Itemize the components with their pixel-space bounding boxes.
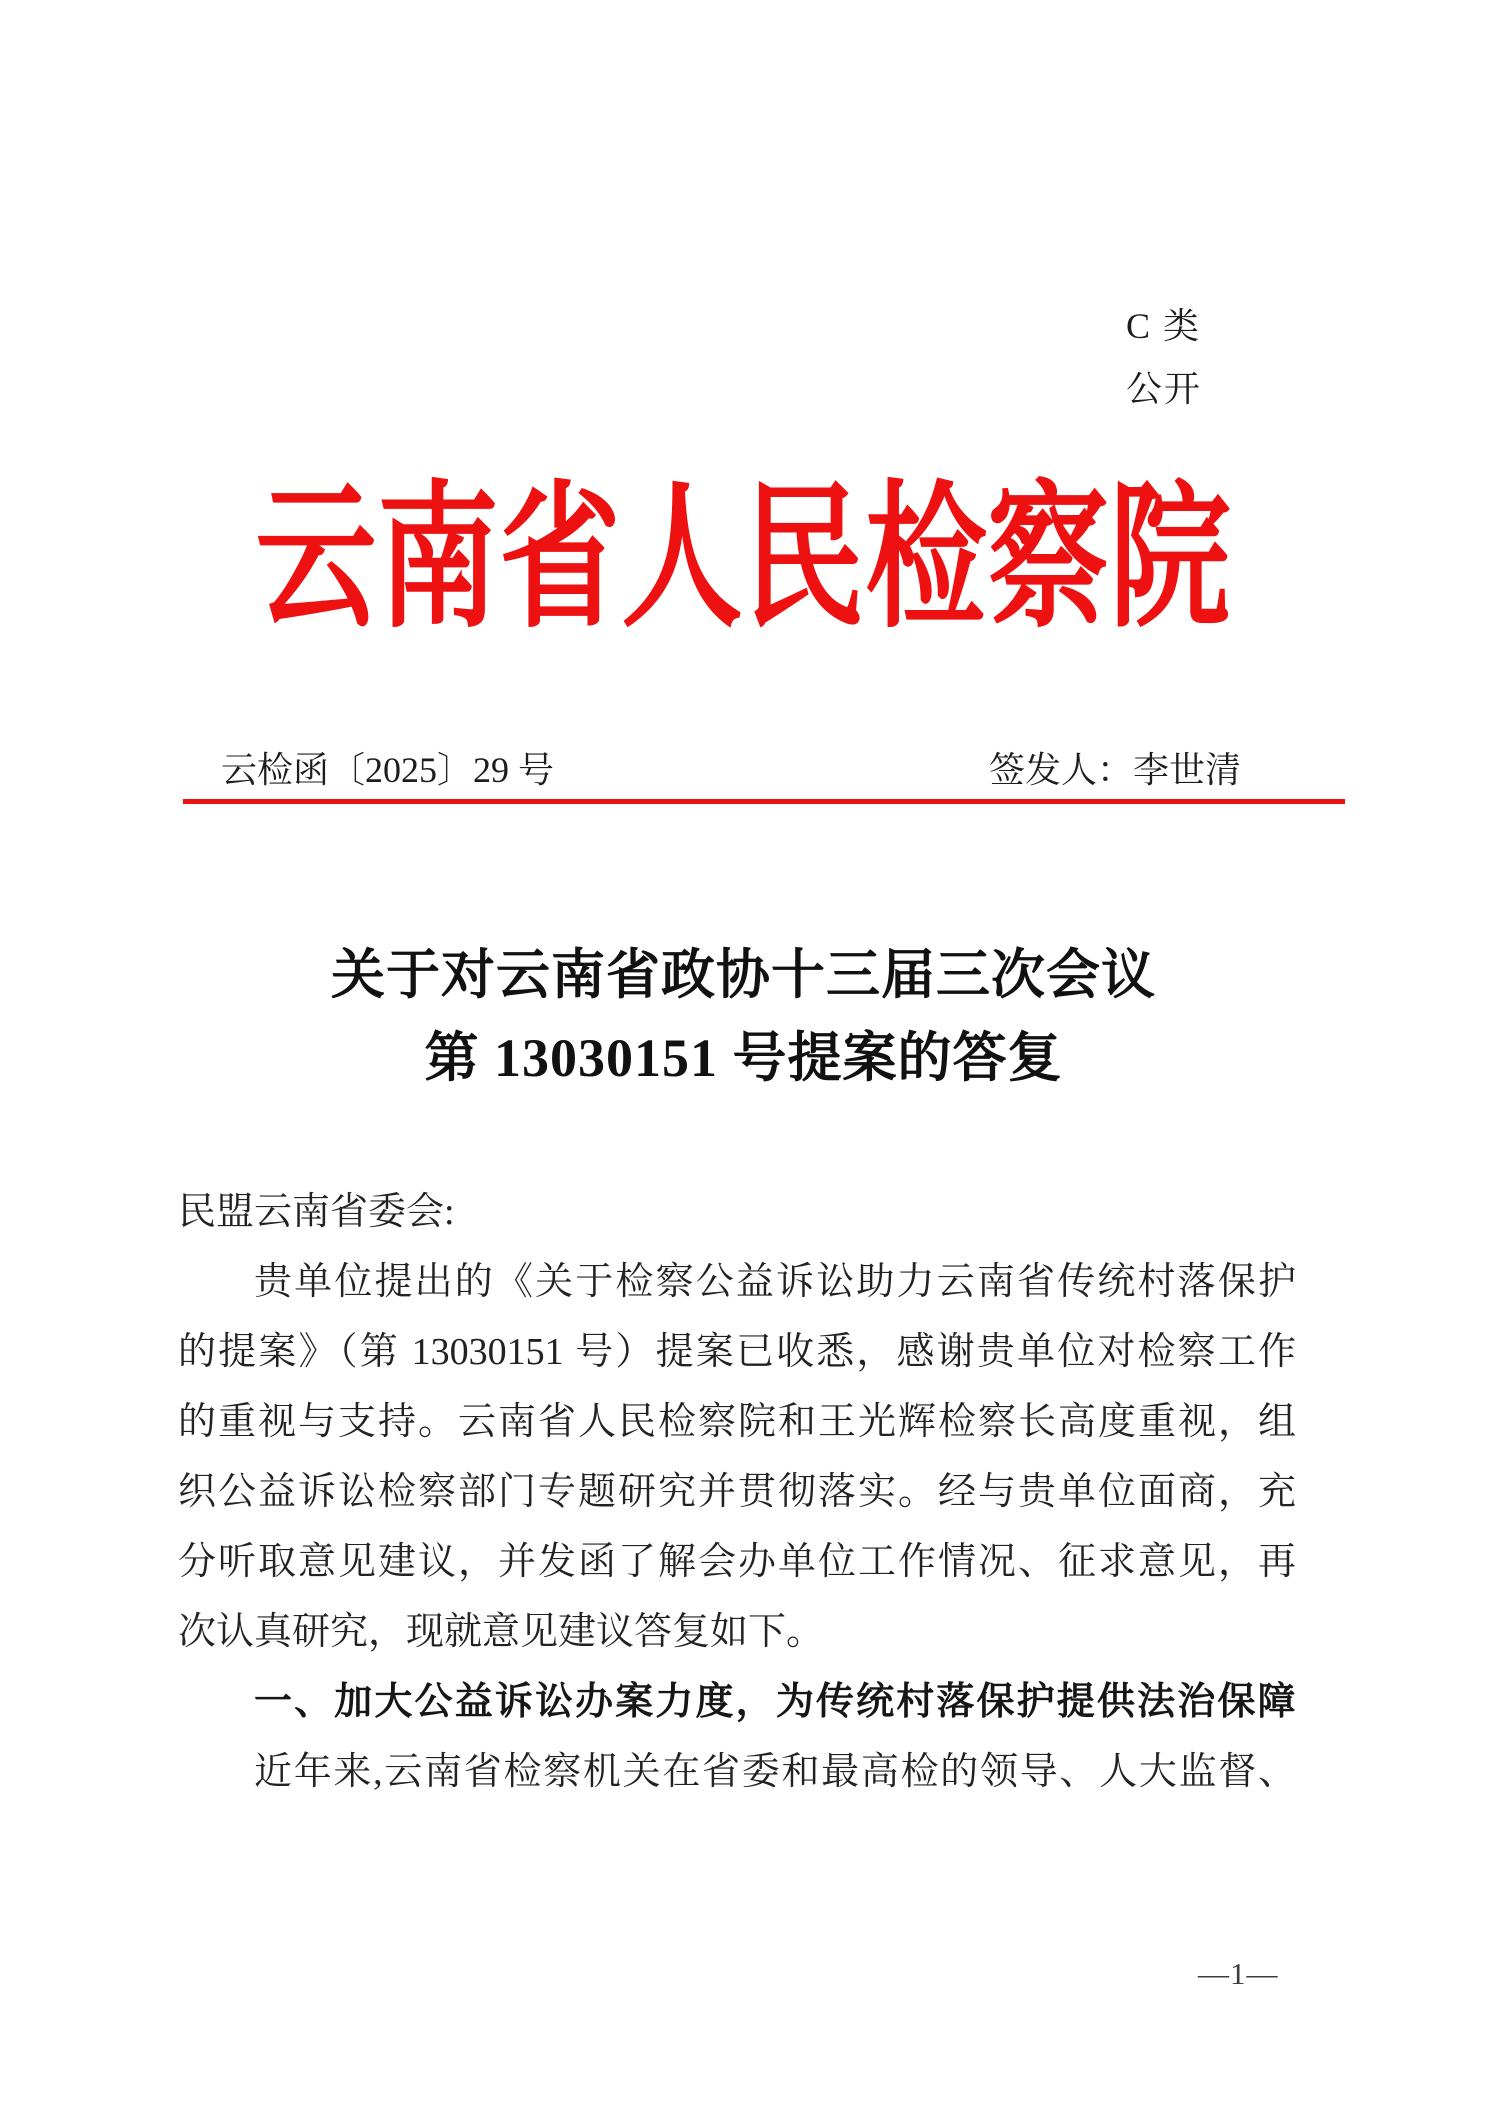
body-line: 织公益诉讼检察部门专题研究并贯彻落实。经与贵单位面商，充 [178,1471,1296,1513]
page-number: —1— [1198,1956,1279,1991]
document-title-line-2: 第 13030151 号提案的答复 [424,1028,1063,1088]
body-line: 的提案》（第 13030151 号）提案已收悉，感谢贵单位对检察工作 [178,1331,1296,1373]
document-number-row [183,748,1345,792]
document-marks [1126,295,1202,421]
document-title [0,934,1487,1100]
body-line: 贵单位提出的《关于检察公益诉讼助力云南省传统村落保护 [254,1261,1296,1303]
body-line: 近年来,云南省检察机关在省委和最高检的领导、人大监督、 [254,1751,1296,1793]
letterhead-title: 云南省人民检察院 [255,472,1232,648]
document-number: 云检函〔2025〕29 号 [221,750,555,790]
document-body [178,1177,1296,1807]
document-title-line-1: 关于对云南省政协十三届三次会议 [331,945,1156,1005]
publicity-label: 公开 [1126,369,1203,409]
salutation-line: 民盟云南省委会: [178,1191,455,1233]
classification-label: C 类 [1126,306,1202,346]
section-heading-line: 一、加大公益诉讼办案力度，为传统村落保护提供法治保障 [254,1681,1296,1723]
red-divider-rule [183,799,1345,804]
body-line: 次认真研究，现就意见建议答复如下。 [178,1611,825,1653]
letterhead-wrap [0,472,1487,648]
body-line: 的重视与支持。云南省人民检察院和王光辉检察长高度重视，组 [178,1401,1296,1443]
body-line: 分听取意见建议，并发函了解会办单位工作情况、征求意见，再 [178,1541,1296,1583]
issuer: 签发人：李世清 [988,750,1241,790]
